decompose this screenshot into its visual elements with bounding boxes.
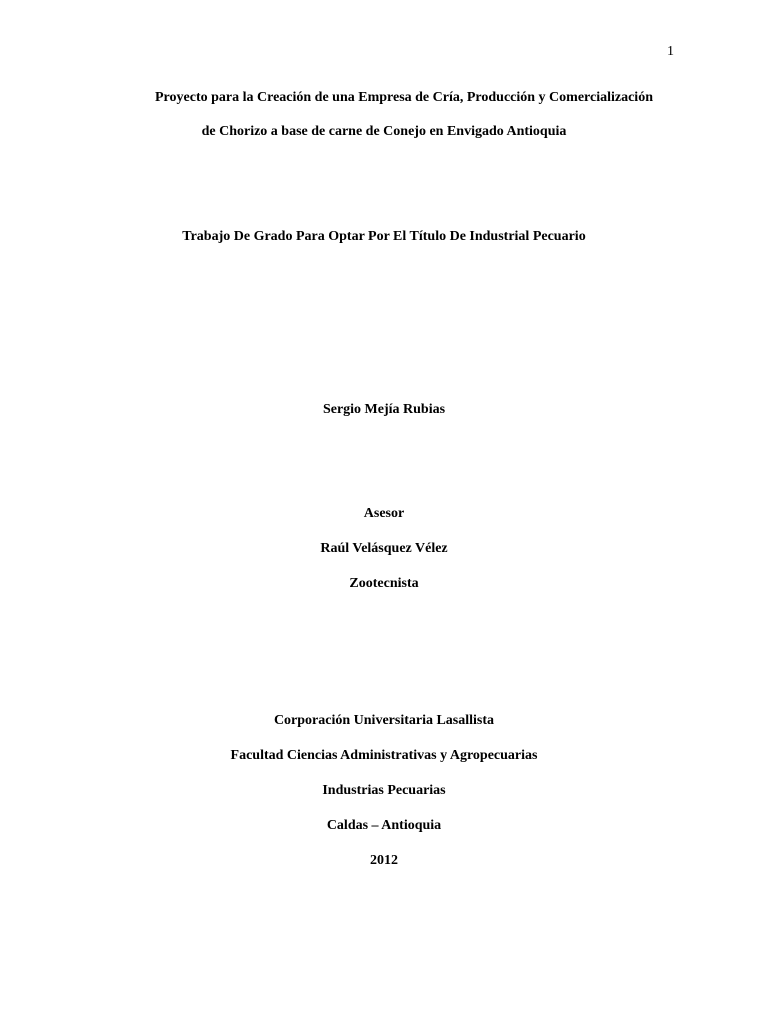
advisor-role: Zootecnista (349, 576, 419, 591)
advisor-name: Raúl Velásquez Vélez (320, 541, 448, 556)
author-name: Sergio Mejía Rubias (322, 402, 446, 417)
institution-name: Corporación Universitaria Lasallista (273, 713, 495, 728)
degree-subtitle: Trabajo De Grado Para Optar Por El Título De Industrial Pecuario (182, 229, 586, 244)
page-number: 1 (667, 44, 674, 59)
faculty-name: Facultad Ciencias Administrativas y Agropecuarias (230, 748, 538, 763)
title-line-2: de Chorizo a base de carne de Conejo en Envigado Antioquia (201, 124, 567, 139)
advisor-label: Asesor (363, 506, 405, 521)
year: 2012 (370, 853, 398, 868)
location: Caldas – Antioquia (326, 818, 442, 833)
title-line-1: Proyecto para la Creación de una Empresa de Cría, Producción y Comercialización (155, 90, 653, 105)
program-name: Industrias Pecuarias (322, 783, 446, 798)
